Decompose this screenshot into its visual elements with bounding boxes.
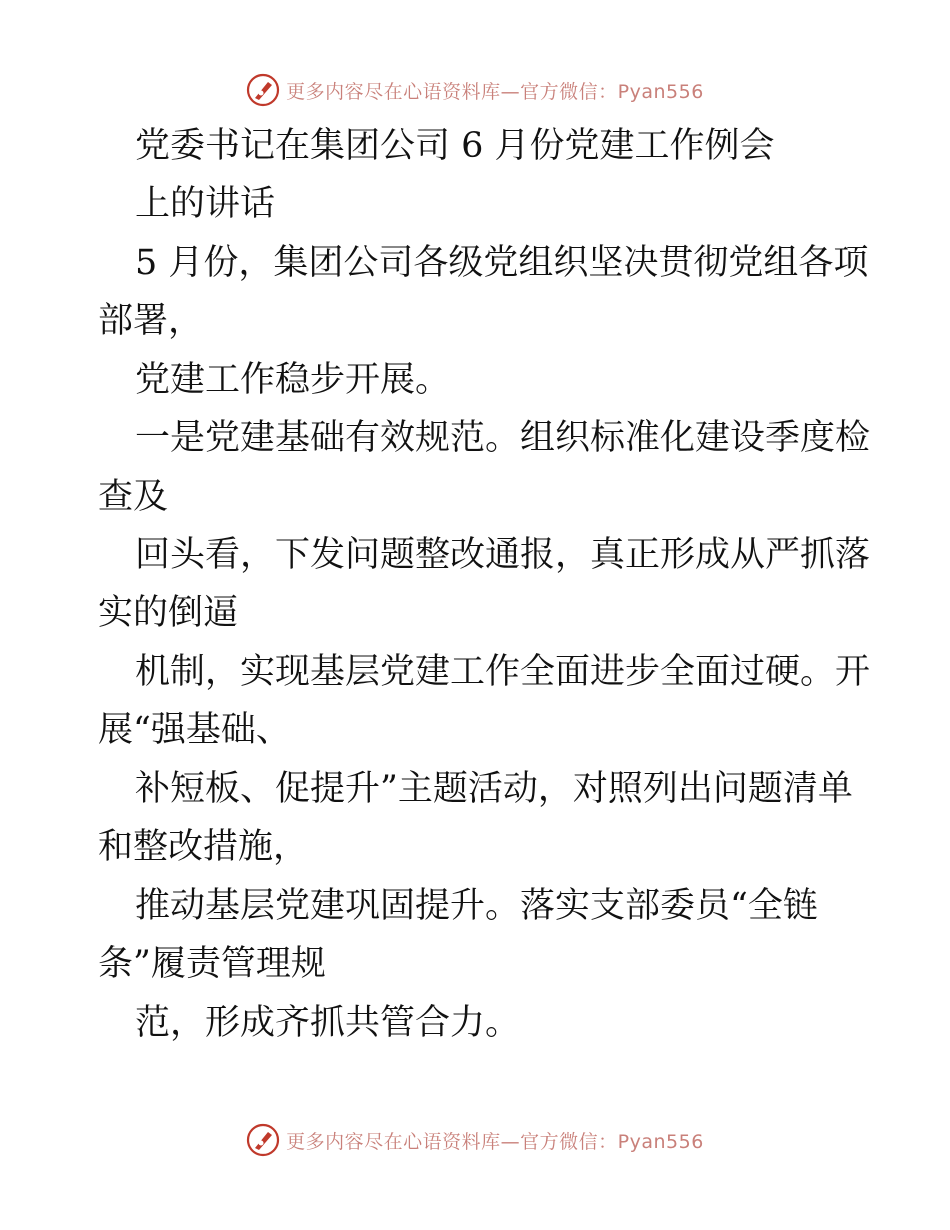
pen-logo-icon — [246, 1123, 280, 1157]
title-line-1: 党委书记在集团公司 6 月份党建工作例会 — [135, 126, 775, 166]
paragraph-line: 部署， — [98, 301, 204, 341]
paragraph-line: 实的倒逼 — [98, 593, 239, 633]
paragraph-line: 范，形成齐抓共管合力。 — [135, 1003, 521, 1043]
paragraph-line: 回头看，下发问题整改通报，真正形成从严抓落 — [135, 535, 871, 575]
paragraph-line: 查及 — [98, 477, 169, 517]
watermark-banner-top — [0, 70, 950, 110]
paragraph-line: 机制，实现基层党建工作全面进步全面过硬。开 — [135, 652, 871, 692]
paragraph-line: 推动基层党建巩固提升。落实支部委员“全链 — [135, 886, 818, 926]
paragraph-line: 补短板、促提升”主题活动，对照列出问题清单 — [135, 769, 853, 809]
paragraph-line: 5 月份，集团公司各级党组织坚决贯彻党组各项 — [135, 243, 869, 283]
paragraph-line: 条”履责管理规 — [98, 944, 326, 984]
pen-logo-icon — [246, 73, 280, 107]
watermark-text: 更多内容尽在心语资料库—官方微信：Pyan556 — [286, 80, 704, 103]
paragraph-line: 展“强基础、 — [98, 710, 291, 750]
watermark-text: 更多内容尽在心语资料库—官方微信：Pyan556 — [286, 1130, 704, 1153]
paragraph-line: 党建工作稳步开展。 — [135, 360, 451, 400]
paragraph-line: 一是党建基础有效规范。组织标准化建设季度检 — [135, 418, 871, 458]
title-line-2: 上的讲话 — [135, 184, 276, 224]
watermark-banner-bottom — [0, 1120, 950, 1160]
paragraph-line: 和整改措施， — [98, 827, 309, 867]
